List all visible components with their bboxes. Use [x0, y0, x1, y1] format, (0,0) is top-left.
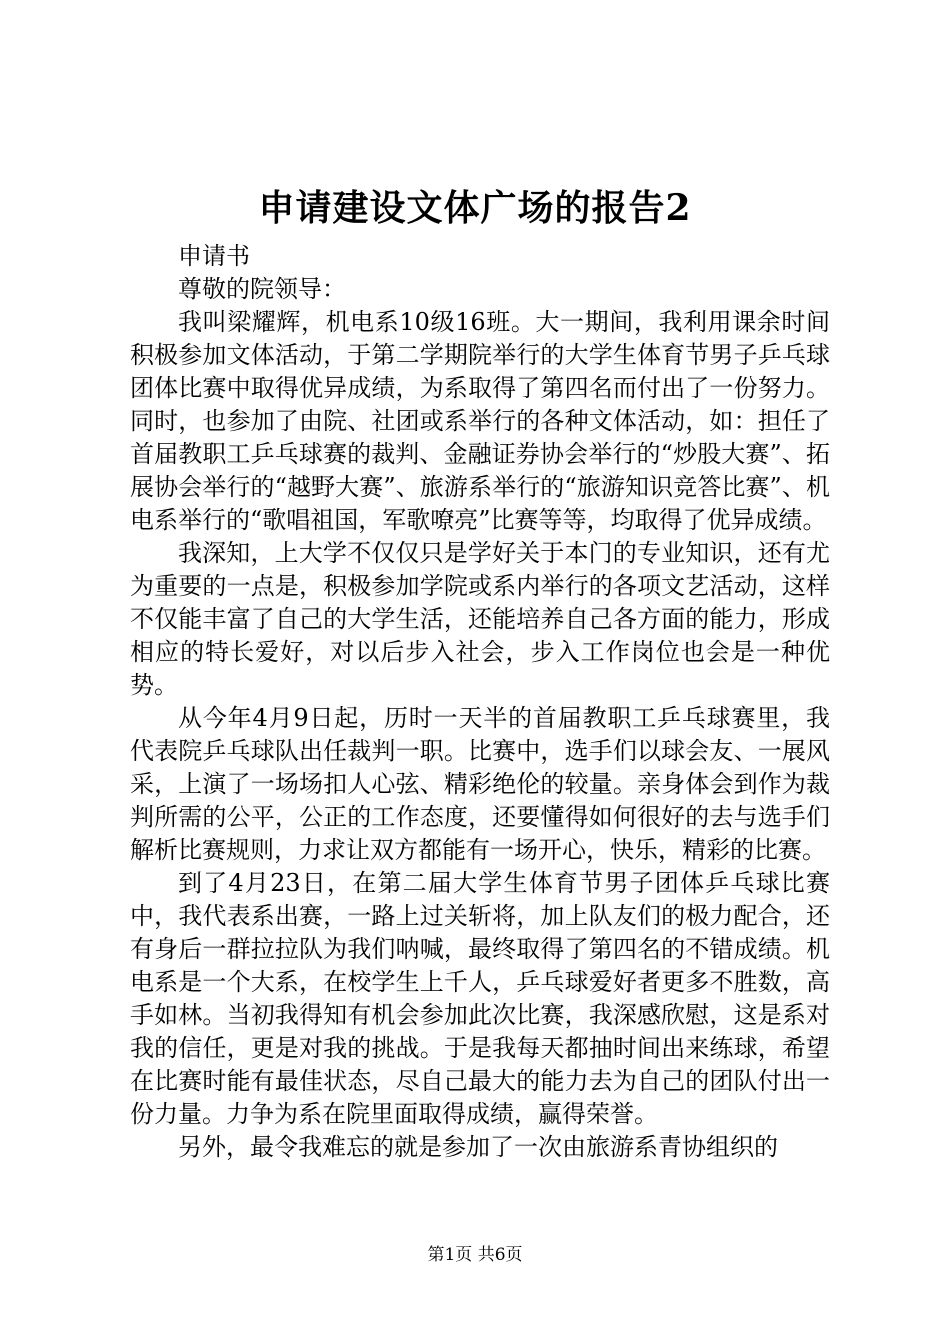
document-body: [130, 240, 830, 1164]
document-title: 申请建设文体广场的报告2: [258, 187, 692, 229]
paragraph-heading: 申请书: [178, 242, 250, 270]
paragraph: 我叫梁耀辉，机电系10级16班。大一期间，我利用课余时间积极参加文体活动，于第二学期院举行的大学生体育节男子乒乓球团体比赛中取得优异成绩，为系取得了第四名而付出了一份努力。同时，也参加了由院、社团或系举行的各种文体活动，如：担任了首届教职工乒乓球赛的裁判、金融证券协会举行的“炒股大赛”、拓展协会举行的“越野大赛”、旅游系举行的“旅游知识竞答比赛”、机电系举行的“歌唱祖国，军歌嘹亮”比赛等等，均取得了优异成绩。: [130, 308, 830, 534]
paragraph: 到了4月23日，在第二届大学生体育节男子团体乒乓球比赛中，我代表系出赛，一路上过关斩将，加上队友们的极力配合，还有身后一群拉拉队为我们呐喊，最终取得了第四名的不错成绩。机电系是一个大系，在校学生上千人，乒乓球爱好者更多不胜数，高手如林。当初我得知有机会参加此次比赛，我深感欣慰，这是系对我的信任，更是对我的挑战。于是我每天都抽时间出来练球，希望在比赛时能有最佳状态，尽自己最大的能力去为自己的团队付出一份力量。力争为系在院里面取得成绩，赢得荣誉。: [130, 869, 830, 1128]
paragraph: 另外，最令我难忘的就是参加了一次由旅游系青协组织的: [178, 1133, 778, 1161]
paragraph: 从今年4月9日起，历时一天半的首届教职工乒乓球赛里，我代表院乒乓球队出任裁判一职。比赛中，选手们以球会友、一展风采，上演了一场场扣人心弦、精彩绝伦的较量。亲身体会到作为裁判所需的公平，公正的工作态度，还要懂得如何很好的去与选手们解析比赛规则，力求让双方都能有一场开心，快乐，精彩的比赛。: [130, 704, 830, 864]
paragraph: 我深知，上大学不仅仅只是学好关于本门的专业知识，还有尤为重要的一点是，积极参加学院或系内举行的各项文艺活动，这样不仅能丰富了自己的大学生活，还能培养自己各方面的能力，形成相应的特长爱好，对以后步入社会，步入工作岗位也会是一种优势。: [130, 539, 830, 699]
page-footer: 第1页 共6页: [427, 1245, 523, 1265]
paragraph-salutation: 尊敬的院领导：: [178, 275, 346, 303]
